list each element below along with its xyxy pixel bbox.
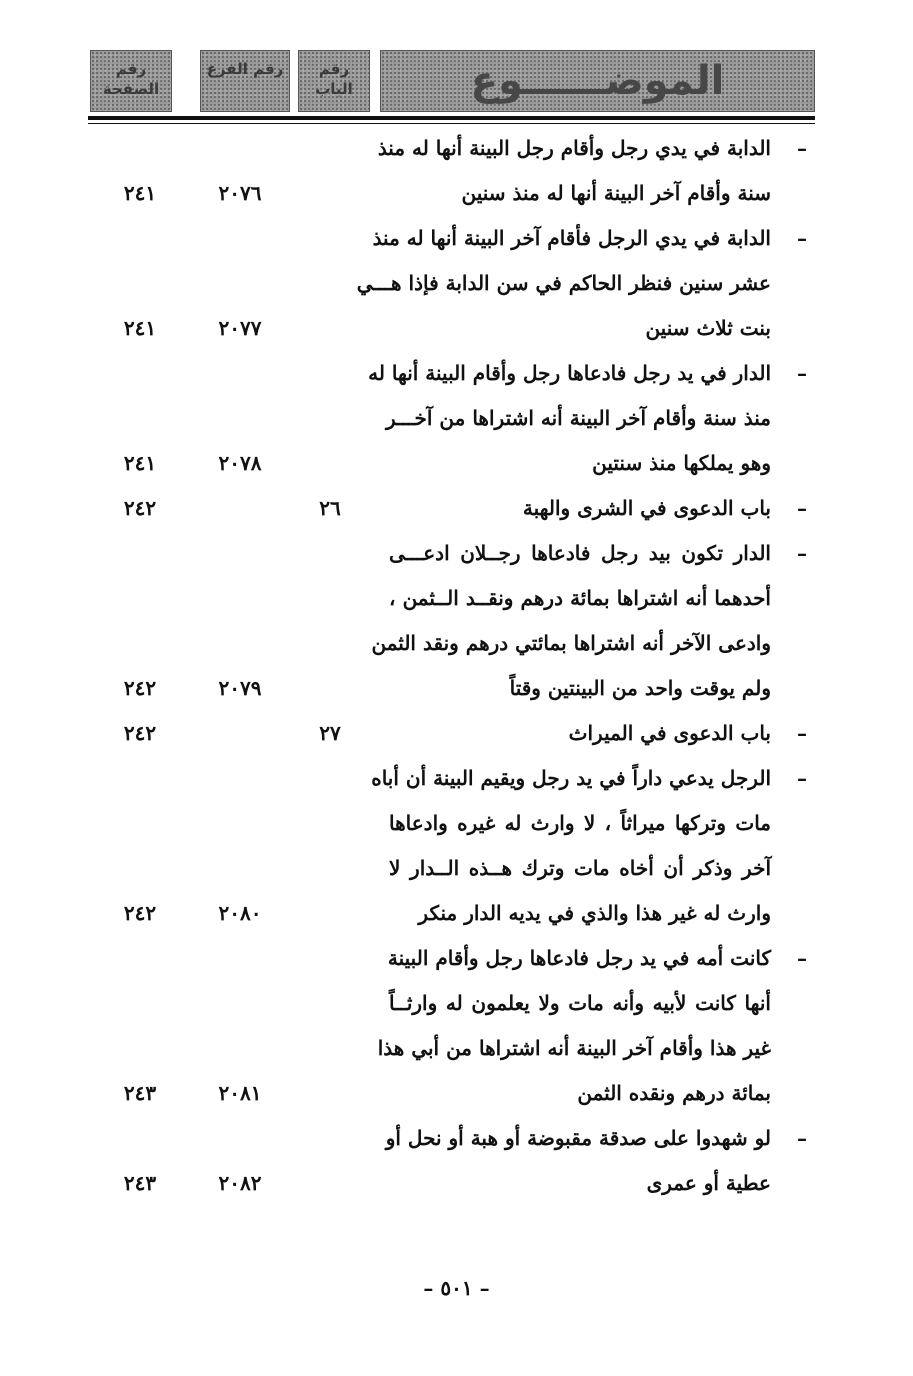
index-row <box>0 351 913 395</box>
index-row <box>0 216 913 260</box>
entry-text: سنة وأقام آخر البينة أنها له منذ سنين <box>461 181 771 205</box>
entry-text: منذ سنة وأقام آخر البينة أنه اشتراها من آخـــر <box>385 406 771 430</box>
item-number: ٢٠٧٦ <box>218 181 262 205</box>
page-number: – ٥٠١ – <box>423 1276 490 1300</box>
entry-dash: – <box>797 496 807 520</box>
index-row <box>0 396 913 440</box>
entry-dash: – <box>797 1126 807 1150</box>
index-row <box>0 1026 913 1070</box>
page-ref: ٢٤٢ <box>123 676 157 700</box>
index-row <box>0 1071 913 1115</box>
index-row <box>0 621 913 665</box>
entry-text: مات وتركها ميراثاً ، لا وارث له غيره وادعاها <box>389 811 771 835</box>
entry-text: باب الدعوى في الميراث <box>568 721 771 745</box>
entry-text: لو شهدوا على صدقة مقبوضة أو هبة أو نحل أو <box>385 1126 771 1150</box>
index-row <box>0 936 913 980</box>
entry-dash: – <box>797 136 807 160</box>
header-title-box <box>380 50 815 112</box>
entry-dash: – <box>797 721 807 745</box>
index-row <box>0 486 913 530</box>
item-number: ٢٠٧٩ <box>218 676 262 700</box>
page-ref: ٢٤٣ <box>123 1171 157 1195</box>
index-row <box>0 441 913 485</box>
page-ref: ٢٤١ <box>123 451 157 475</box>
index-row <box>0 261 913 305</box>
index-row <box>0 306 913 350</box>
entry-text: أحدهما أنه اشتراها بمائة درهم ونقــد الــثمن ، <box>389 586 771 610</box>
item-number: ٢٠٨١ <box>218 1081 262 1105</box>
page-ref: ٢٤٢ <box>123 496 157 520</box>
entry-text: عطية أو عمرى <box>646 1171 771 1195</box>
index-row <box>0 126 913 170</box>
entry-text: وهو يملكها منذ سنتين <box>592 451 771 475</box>
entry-text: باب الدعوى في الشرى والهبة <box>522 496 771 520</box>
index-row <box>0 576 913 620</box>
index-row <box>0 846 913 890</box>
entry-text: عشر سنين فنظر الحاكم في سن الدابة فإذا هـــي <box>356 271 771 295</box>
header-rule-thin <box>88 123 815 124</box>
index-row <box>0 891 913 935</box>
page-ref: ٢٤٢ <box>123 901 157 925</box>
index-row <box>0 666 913 710</box>
entry-text: ولم يوقت واحد من البينتين وقتاً <box>509 676 771 700</box>
header-item-label: رقم الفرع <box>206 60 284 78</box>
entry-text: وادعى الآخر أنه اشتراها بمائتي درهم ونقد الثمن <box>371 631 771 655</box>
item-number: ٢٠٧٨ <box>218 451 262 475</box>
page-ref: ٢٤٢ <box>123 721 157 745</box>
index-row <box>0 171 913 215</box>
page-ref: ٢٤١ <box>123 181 157 205</box>
entry-text: الدار تكون بيد رجل فادعاها رجــلان ادعـــى <box>389 541 771 565</box>
entry-text: الدابة في يدي رجل وأقام رجل البينة أنها له منذ <box>377 136 771 160</box>
entry-dash: – <box>797 361 807 385</box>
item-number: ٢٠٧٧ <box>218 316 262 340</box>
entry-text: أنها كانت لأبيه وأنه مات ولا يعلمون له وارثــاً <box>389 991 771 1015</box>
entry-text: كانت أمه في يد رجل فادعاها رجل وأقام البينة <box>387 946 771 970</box>
entry-dash: – <box>797 541 807 565</box>
entry-text: الدابة في يدي الرجل فأقام آخر البينة أنها له منذ <box>372 226 771 250</box>
header-title: الموضــــــوع <box>470 58 725 104</box>
index-row <box>0 801 913 845</box>
page-ref: ٢٤٣ <box>123 1081 157 1105</box>
entry-dash: – <box>797 226 807 250</box>
entry-text: الدار في يد رجل فادعاها رجل وأقام البينة أنها له <box>368 361 771 385</box>
header-bab-column <box>298 50 370 112</box>
header-page-column <box>90 50 172 112</box>
entry-text: بنت ثلاث سنين <box>645 316 771 340</box>
index-row <box>0 531 913 575</box>
header-page-label: رقم الصفحة <box>102 60 160 98</box>
bab-number: ٢٧ <box>319 721 341 745</box>
item-number: ٢٠٨٢ <box>218 1171 262 1195</box>
header-item-column <box>200 50 290 112</box>
page-ref: ٢٤١ <box>123 316 157 340</box>
entry-text: الرجل يدعي داراً في يد رجل ويقيم البينة أن أباه <box>371 766 771 790</box>
bab-number: ٢٦ <box>319 496 341 520</box>
entry-text: غير هذا وأقام آخر البينة أنه اشتراها من أبي هذا <box>377 1036 771 1060</box>
entry-dash: – <box>797 946 807 970</box>
entry-text: آخر وذكر أن أخاه مات وترك هــذه الــدار لا <box>389 856 771 880</box>
item-number: ٢٠٨٠ <box>218 901 262 925</box>
header-rule-thick <box>88 116 815 120</box>
entry-text: وارث له غير هذا والذي في يديه الدار منكر <box>418 901 771 925</box>
header-bab-label: رقم الباب <box>315 60 353 98</box>
index-row <box>0 756 913 800</box>
index-row <box>0 981 913 1025</box>
entry-text: بمائة درهم ونقده الثمن <box>577 1081 771 1105</box>
index-row <box>0 1161 913 1205</box>
index-row <box>0 711 913 755</box>
index-row <box>0 1116 913 1160</box>
entry-dash: – <box>797 766 807 790</box>
